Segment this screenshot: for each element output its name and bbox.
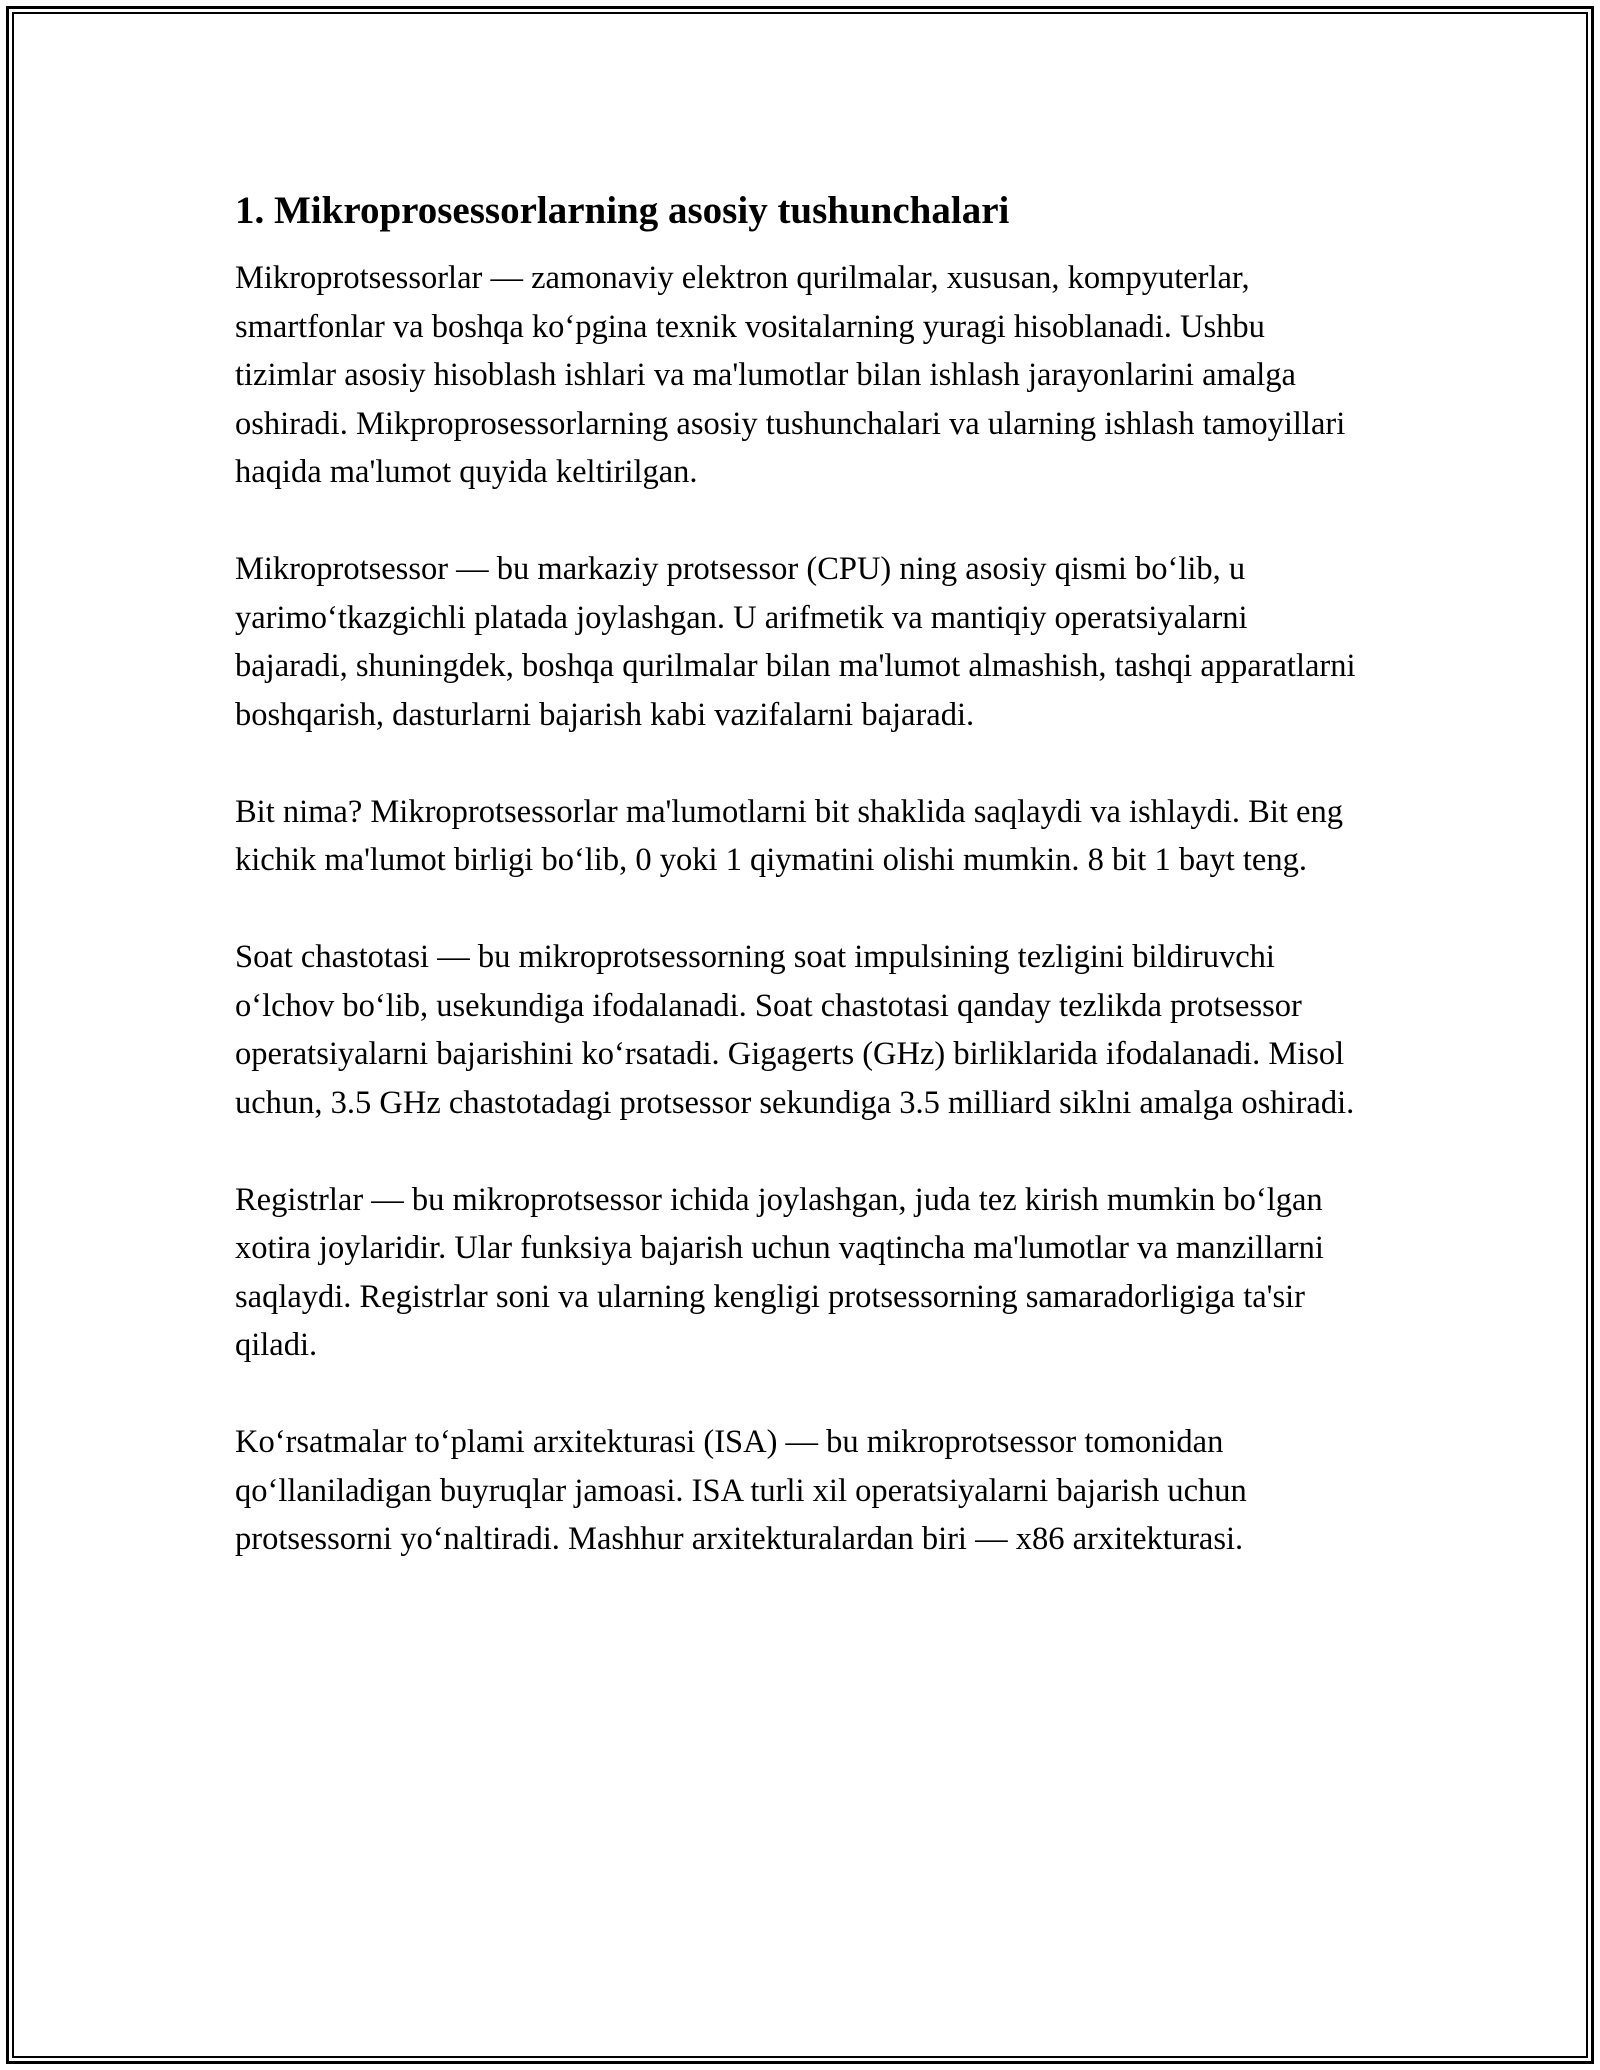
page-title: 1. Mikroprosessorlarning asosiy tushunchalari — [235, 189, 1010, 232]
paragraph-intro: Mikroprotsessorlar — zamonaviy elektron qurilmalar, xususan, kompyuterlar, smartfonlar va boshqa koʻpgina texnik vositalarning yuragi hisoblanadi. Ushbu tizimlar asosiy hisoblash ishlari va ma'lumotlar bilan ishlash jarayonlarini amalga oshiradi. Mikproprosessorlarning asosiy tushunchalari va ularning ishlash tamoyillari haqida ma'lumot quyida keltirilgan. — [235, 260, 1346, 490]
paragraph-isa: Koʻrsatmalar toʻplami arxitekturasi (ISA) — bu mikroprotsessor tomonidan qoʻllaniladigan buyruqlar jamoasi. ISA turli xil operatsiyalarni bajarish uchun protsessorni yoʻnaltiradi. Mashhur arxitekturalardan biri — x86 arxitekturasi. — [235, 1424, 1247, 1557]
paragraph-bit: Bit nima? Mikroprotsessorlar ma'lumotlarni bit shaklida saqlaydi va ishlaydi. Bit eng kichik ma'lumot birligi boʻlib, 0 yoki 1 qiymatini olishi mumkin. 8 bit 1 bayt teng. — [235, 793, 1343, 878]
paragraph-clock-frequency: Soat chastotasi — bu mikroprotsessorning soat impulsining tezligini bildiruvchi oʻlchov boʻlib, usekundiga ifodalanadi. Soat chastotasi qanday tezlikda protsessor operatsiyalarni bajarishini koʻrsatadi. Gigagerts (GHz) birliklarida ifodalanadi. Misol uchun, 3.5 GHz chastotadagi protsessor sekundiga 3.5 milliard siklni amalga oshiradi. — [235, 939, 1355, 1121]
document-body — [235, 186, 1365, 1612]
paragraph-registers: Registrlar — bu mikroprotsessor ichida joylashgan, juda tez kirish mumkin boʻlgan xotira joylaridir. Ular funksiya bajarish uchun vaqtincha ma'lumotlar va manzillarni saqlaydi. Registrlar soni va ularning kengligi protsessorning samaradorligiga ta'sir qiladi. — [235, 1181, 1324, 1363]
paragraph-microprocessor: Mikroprotsessor — bu markaziy protsessor (CPU) ning asosiy qismi boʻlib, u yarimoʻtkazgichli platada joylashgan. U arifmetik va mantiqiy operatsiyalarni bajaradi, shuningdek, boshqa qurilmalar bilan ma'lumot almashish, tashqi apparatlarni boshqarish, dasturlarni bajarish kabi vazifalarni bajaradi. — [235, 551, 1356, 733]
